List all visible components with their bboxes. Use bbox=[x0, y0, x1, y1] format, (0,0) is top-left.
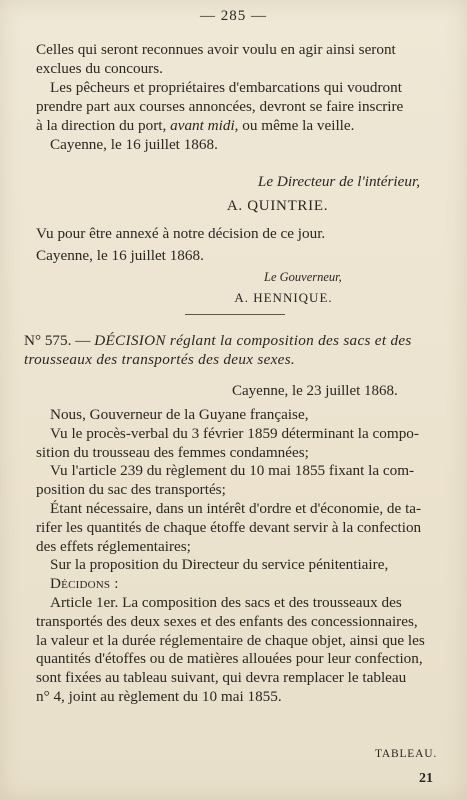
intro-line-2: exclues du concours. bbox=[36, 60, 163, 77]
body-line-7: rifer les quantités de chaque étoffe devant servir à la confection bbox=[36, 518, 422, 536]
governor-title: Le Gouverneur, bbox=[264, 270, 342, 284]
intro-line-5: à la direction du port, avant midi, ou même la veille. bbox=[36, 117, 355, 134]
intro-line-1: Celles qui seront reconnues avoir voulu en agir ainsi seront bbox=[36, 41, 396, 58]
intro-line-4: prendre part aux courses annoncées, devront se faire inscrire bbox=[36, 98, 404, 115]
intro-date-line: Cayenne, le 16 juillet 1868. bbox=[50, 136, 218, 153]
body-line-1: Nous, Gouverneur de la Guyane française, bbox=[50, 406, 309, 423]
decision-number: N° 575. — bbox=[24, 332, 91, 349]
body-line-12: transportés des deux sexes et des enfants des concessionnaires, bbox=[36, 612, 418, 630]
body-line-10: Décidons : bbox=[50, 575, 119, 593]
avant-midi-text: avant midi bbox=[170, 117, 235, 134]
governor-name: A. HENNIQUE. bbox=[234, 290, 333, 305]
director-name: A. QUINTRIE. bbox=[226, 198, 329, 214]
director-title: Le Directeur de l'intérieur, bbox=[257, 173, 420, 190]
body-line-11: Article 1er. La composition des sacs et des trousseaux des bbox=[50, 593, 402, 611]
tableau-label: TABLEAU. bbox=[374, 748, 437, 760]
section-divider bbox=[185, 314, 285, 315]
intro-line-3: Les pêcheurs et propriétaires d'embarcations qui voudront bbox=[50, 79, 402, 96]
body-line-8: des effets réglementaires; bbox=[36, 537, 191, 555]
decision-title-first-line: DÉCISION réglant la composition des sacs et des bbox=[94, 332, 412, 349]
page-number: — 285 — bbox=[200, 8, 267, 24]
annex-line-2: Cayenne, le 16 juillet 1868. bbox=[36, 247, 204, 264]
decision-body bbox=[36, 406, 441, 707]
decision-title-second-line: trousseaux des transportés des deux sexes. bbox=[24, 351, 296, 368]
body-line-3: sition du trousseau des femmes condamnées; bbox=[36, 443, 309, 461]
annex-line-1: Vu pour être annexé à notre décision de ce jour. bbox=[36, 225, 326, 242]
body-line-2: Vu le procès-verbal du 3 février 1859 déterminant la compo- bbox=[50, 424, 419, 442]
body-line-6: Étant nécessaire, dans un intérêt d'ordre et d'économie, de ta- bbox=[50, 499, 422, 517]
body-line-9: Sur la proposition du Directeur du service pénitentiaire, bbox=[50, 556, 389, 574]
decision-heading bbox=[24, 331, 444, 369]
body-line-4: Vu l'article 239 du règlement du 10 mai 1855 fixant la com- bbox=[50, 462, 415, 480]
body-line-14: quantités d'étoffes ou de matières allouées pour leur confection, bbox=[36, 650, 423, 668]
annex-note bbox=[36, 224, 441, 265]
body-line-5: position du sac des transportés; bbox=[36, 481, 226, 499]
decision-date: Cayenne, le 23 juillet 1868. bbox=[232, 383, 398, 399]
body-line-15: sont fixées au tableau suivant, qui devra remplacer le tableau bbox=[36, 669, 407, 687]
body-line-16: n° 4, joint au règlement du 10 mai 1855. bbox=[36, 687, 282, 705]
signature-number: 21 bbox=[419, 771, 433, 786]
body-line-13: la valeur et la durée réglementaire de chaque objet, ainsi que les bbox=[36, 631, 425, 649]
intro-paragraph bbox=[36, 40, 441, 154]
decision-heading-line-1 bbox=[24, 331, 444, 350]
